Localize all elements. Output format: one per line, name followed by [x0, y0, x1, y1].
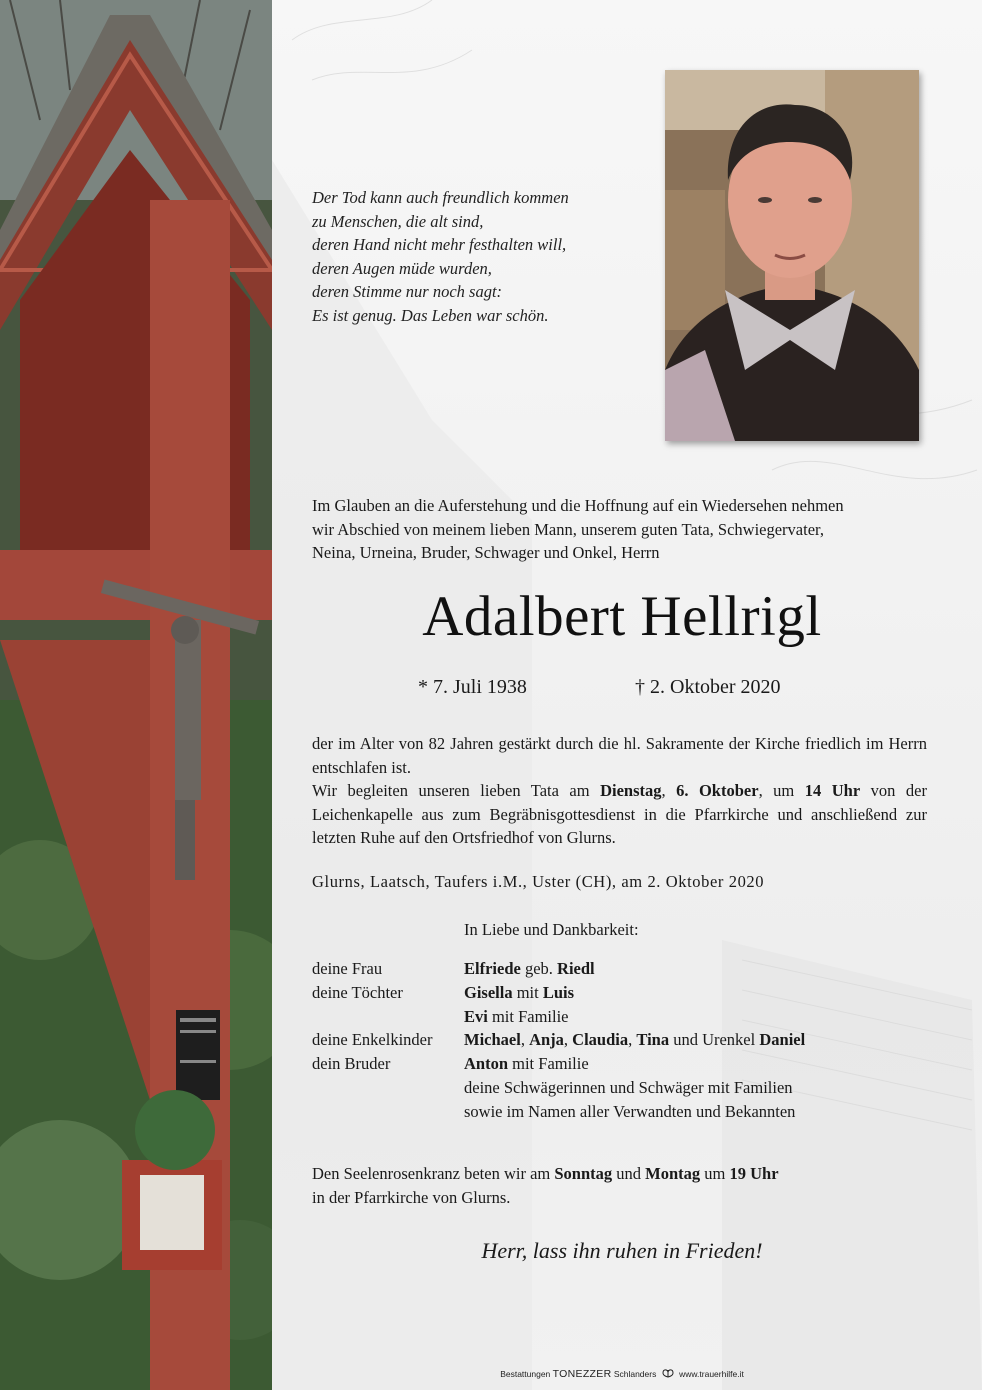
rosary-day: Montag: [645, 1164, 701, 1183]
relation-names: [464, 1005, 569, 1029]
portrait-illustration: [665, 70, 919, 441]
text: geb.: [520, 959, 558, 978]
text: mit Familie: [508, 1054, 589, 1074]
text: , um: [758, 781, 805, 800]
family-row: [312, 1028, 932, 1052]
rosary-time: 19 Uhr: [729, 1164, 779, 1183]
relation-label: deine Frau: [312, 959, 383, 978]
thanks-heading: In Liebe und Dankbarkeit:: [464, 920, 639, 939]
relation-label: deine Enkelkinder: [312, 1030, 433, 1050]
intro-line: Neina, Urneina, Bruder, Schwager und Onkel, Herrn: [312, 543, 660, 562]
rosary-line: [312, 1162, 779, 1186]
crucifix-photo: [0, 0, 272, 1390]
poem-line: deren Hand nicht mehr festhalten will,: [312, 235, 567, 255]
family-row: [312, 1076, 932, 1100]
text: mit: [512, 982, 543, 1002]
name: Michael: [464, 1030, 521, 1050]
place-date: Glurns, Laatsch, Taufers i.M., Uster (CH), am 2. Oktober 2020: [312, 872, 765, 891]
text: ,: [628, 1030, 637, 1050]
family-row: [312, 1005, 932, 1029]
announcement-text: [312, 732, 927, 850]
announcement-paragraph-2: [312, 779, 927, 850]
closing-prayer: Herr, lass ihn ruhen in Frieden!: [481, 1238, 763, 1263]
relation-label: deine Töchter: [312, 982, 403, 1002]
intro-line: wir Abschied von meinem lieben Mann, unserem guten Tata, Schwiegervater,: [312, 519, 824, 539]
name: Anja: [529, 1030, 564, 1050]
crucifix-illustration: [0, 0, 272, 1390]
text: ,: [563, 1030, 573, 1050]
text: Den Seelenrosenkranz beten wir am: [312, 1164, 555, 1183]
name: Daniel: [759, 1030, 806, 1050]
footer-credit: [312, 1368, 932, 1380]
footer-town: Schlanders: [611, 1369, 657, 1379]
family-row: [312, 957, 932, 981]
family-row: [312, 1052, 932, 1076]
relation-label: dein Bruder: [312, 1054, 391, 1074]
name: Elfriede: [464, 959, 521, 978]
trauerhilfe-logo-icon: [662, 1368, 674, 1378]
text: und: [612, 1164, 646, 1183]
name: Gisella: [464, 982, 513, 1002]
rosary-line: in der Pfarrkirche von Glurns.: [312, 1188, 511, 1207]
intro-line: Im Glauben an die Auferstehung und die Hoffnung auf ein Wiedersehen nehmen: [312, 496, 844, 515]
text: und Urenkel: [669, 1030, 760, 1050]
funeral-time: 14 Uhr: [804, 781, 861, 800]
relation-names: [464, 1028, 805, 1052]
text: mit Familie: [487, 1006, 569, 1026]
text: ,: [520, 1030, 530, 1050]
relation-names: deine Schwägerinnen und Schwäger mit Familien: [464, 1077, 793, 1097]
poem-line: zu Menschen, die alt sind,: [312, 211, 484, 231]
funeral-date: 6. Oktober: [676, 781, 759, 800]
poem-line: deren Stimme nur noch sagt:: [312, 282, 503, 302]
relation-names: [464, 957, 595, 981]
poem-line: Es ist genug. Das Leben war schön.: [312, 305, 549, 325]
poem-line: deren Augen müde wurden,: [312, 258, 492, 278]
death-date: † 2. Oktober 2020: [635, 676, 781, 698]
text: ,: [661, 781, 677, 800]
relation-names: [464, 981, 574, 1005]
text: von der Leichenkapelle aus zum Begräbnisgottesdienst in die Pfarrkirche und anschließend zur letzten Ruhe auf den Ortsfriedhof von Glurns.: [312, 781, 927, 847]
name: Claudia: [572, 1030, 629, 1050]
family-row: [312, 981, 932, 1005]
relation-names: sowie im Namen aller Verwandten und Bekannten: [464, 1101, 796, 1121]
rosary-notice: [312, 1162, 779, 1210]
intro-text: [312, 494, 932, 565]
funeral-day: Dienstag: [600, 781, 662, 800]
name: Evi: [464, 1006, 488, 1026]
portrait-photo: [665, 70, 919, 441]
text: Wir begleiten unseren lieben Tata am: [312, 781, 601, 800]
birth-date: * 7. Juli 1938: [418, 676, 527, 698]
name: Tina: [636, 1030, 670, 1050]
footer-prefix: Bestattungen: [500, 1369, 553, 1379]
footer-url: www.trauerhilfe.it: [679, 1369, 744, 1379]
deceased-name: Adalbert Hellrigl: [422, 585, 822, 648]
family-list: [312, 957, 932, 1124]
rosary-day: Sonntag: [554, 1164, 613, 1183]
poem-line: Der Tod kann auch freundlich kommen: [312, 188, 569, 207]
family-row: [312, 1100, 932, 1124]
relation-names: [464, 1052, 589, 1076]
footer-brand: TONEZZER: [552, 1368, 612, 1380]
name: Luis: [542, 982, 575, 1002]
name: Riedl: [557, 959, 595, 978]
announcement-paragraph-1: der im Alter von 82 Jahren gestärkt durch die hl. Sakramente der Kirche friedlich im Herrn entschlafen ist.: [312, 734, 927, 777]
poem: [312, 186, 652, 328]
name: Anton: [464, 1054, 509, 1074]
text: um: [700, 1164, 730, 1183]
